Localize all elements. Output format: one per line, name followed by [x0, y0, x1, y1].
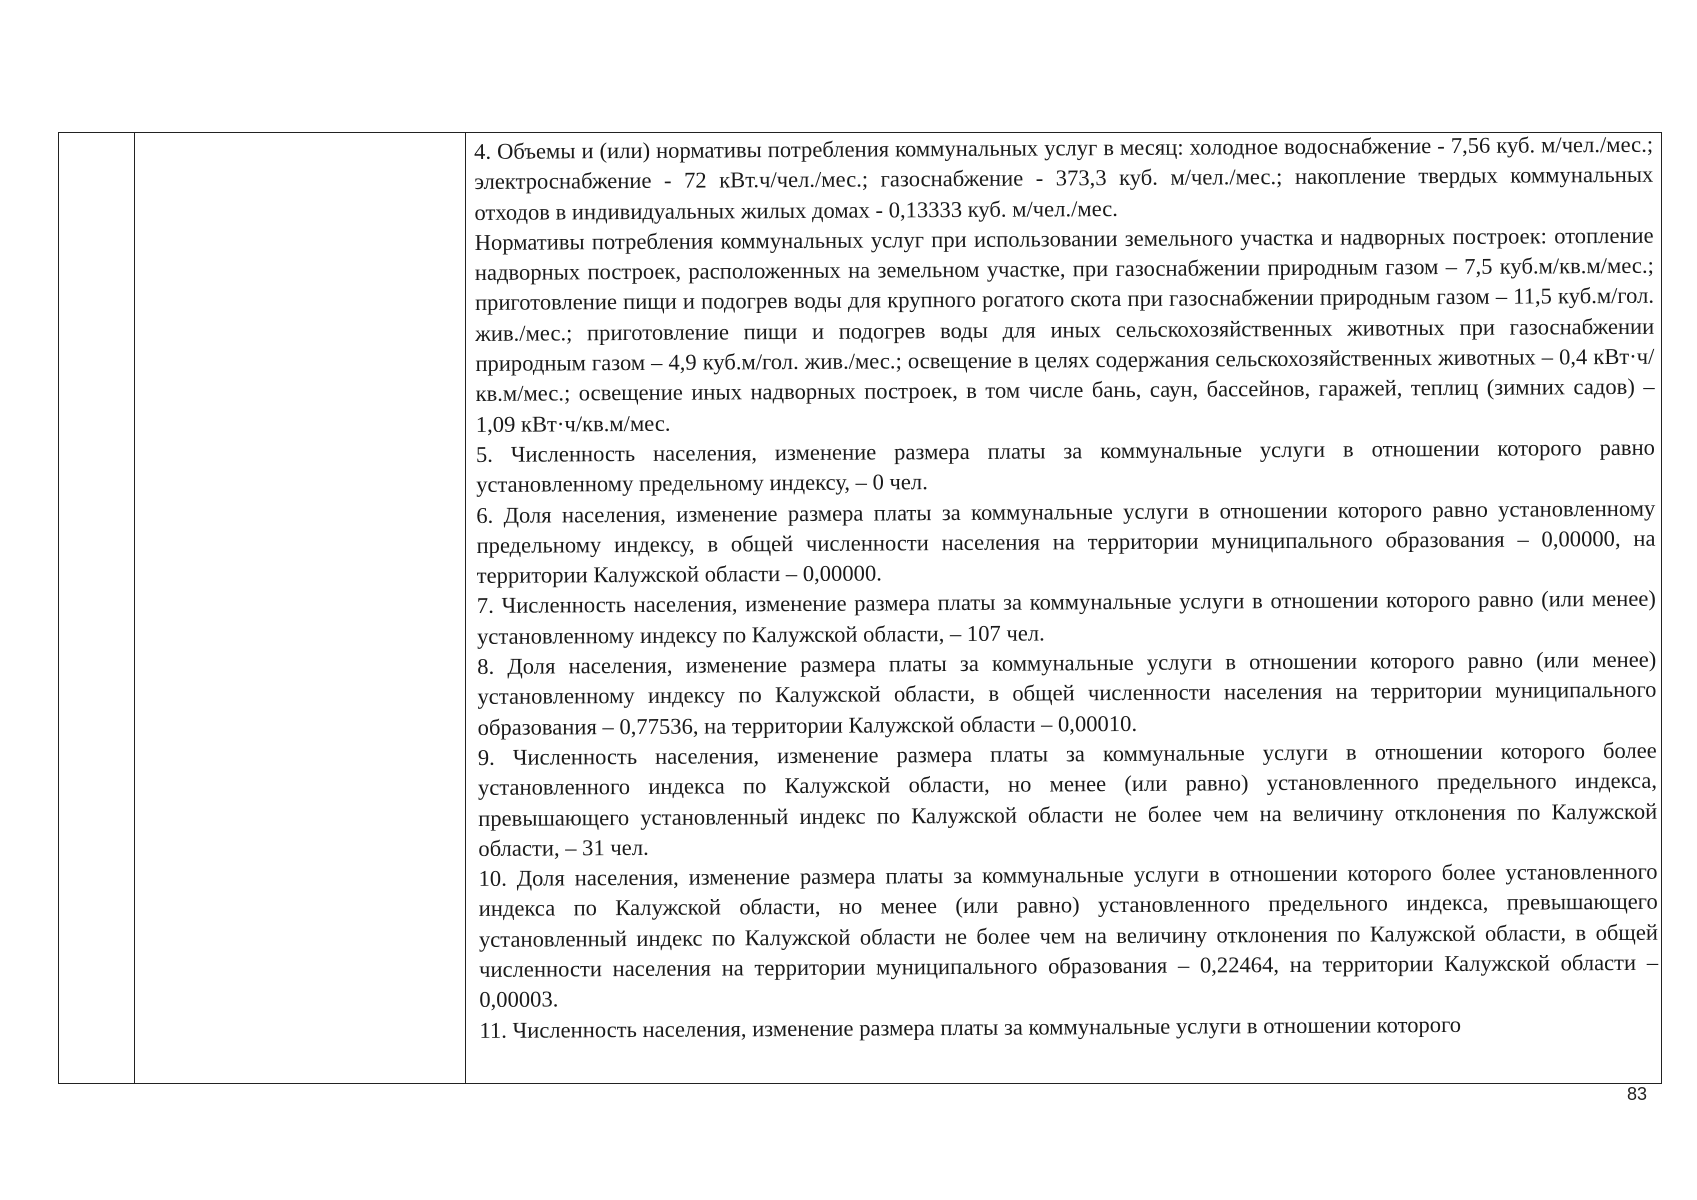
- paragraph-item-9: 9. Численность населения, изменение размера платы за коммунальные услуги в отношении которого более установленного индекса по Калужской области, но менее (или равно) установленного предельного индекса, превышающего установленный индекс по Калужской области не более чем на величину отклонения по Калужской области, – 31 чел.: [477, 737, 1658, 861]
- document-table: [58, 132, 1662, 1084]
- table-cell-empty-2: [135, 133, 466, 1083]
- paragraph-item-11: 11. Численность населения, изменение размера платы за коммунальные услуги в отношении которого: [479, 1011, 1462, 1043]
- paragraph-item-4: 4. Объемы и (или) нормативы потребления коммунальных услуг в месяц: холодное водоснабжение - 7,56 куб. м/чел./мес.; электроснабжение - 72 кВт.ч/чел./мес.; газоснабжение - 373,3 куб. м/чел./мес.; накопление твердых коммунальных отходов в индивидуальных жилых домах - 0,13333 куб. м/чел./мес.: [474, 131, 1654, 225]
- paragraph-norms: Нормативы потребления коммунальных услуг при использовании земельного участка и надворных построек: отопление надворных построек, расположенных на земельном участке, при газоснабжении природным газом – 7,5 куб.м/кв.м/мес.; приготовление пищи и подогрев воды для крупного рогатого скота при газоснабжении природным газом – 11,5 куб.м/гол. жив./мес.; приготовление пищи и подогрев воды для иных сельскохозяйственных животных при газоснабжении природным газом – 4,9 куб.м/гол. жив./мес.; освещение в целях содержания сельскохозяйственных животных – 0,4 кВт·ч/кв.м/мес.; освещение иных надворных построек, в том числе бань, саун, бассейнов, гаражей, теплиц (зимних садов) – 1,09 кВт·ч/кв.м/мес.: [474, 222, 1655, 437]
- paragraph-item-7: 7. Численность населения, изменение размера платы за коммунальные услуги в отношении которого равно (или менее) установленному индексу по Калужской области, – 107 чел.: [476, 586, 1656, 649]
- paragraph-item-6: 6. Доля населения, изменение размера платы за коммунальные услуги в отношении которого равно установленному предельному индексу, в общей численности населения на территории муниципального образования – 0,00000, на территории Калужской области – 0,00000.: [476, 495, 1656, 589]
- paragraph-item-8: 8. Доля населения, изменение размера платы за коммунальные услуги в отношении которого равно (или менее) установленному индексу по Калужской области, в общей численности населения на территории муниципального образования – 0,77536, на территории Калужской области – 0,00010.: [477, 646, 1657, 740]
- paragraph-item-5: 5. Численность населения, изменение размера платы за коммунальные услуги в отношении которого равно установленному предельному индексу, – 0 чел.: [475, 434, 1656, 498]
- paragraph-item-10: 10. Доля населения, изменение размера платы за коммунальные услуги в отношении которого более установленного индекса по Калужской области, но менее (или равно) установленного предельного индекса, превышающего установленный индекс по Калужской области не более чем на величину отклонения по Калужской области, в общей численности населения на территории муниципального образования – 0,22464, на территории Калужской области – 0,00003.: [478, 858, 1659, 1013]
- page-number: 83: [1626, 1084, 1647, 1104]
- table-cell-empty-1: [59, 133, 135, 1083]
- table-cell-content: [466, 126, 1667, 1083]
